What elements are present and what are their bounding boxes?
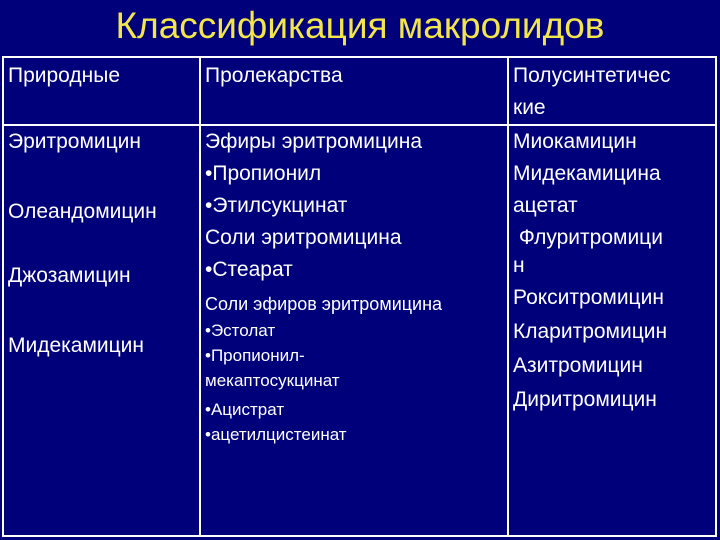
ester-salt-item: •Ацистрат	[205, 400, 285, 419]
ester-salts-list	[205, 290, 442, 447]
ester-item: •Этилсукцинат	[205, 194, 348, 217]
semisynthetic-item: Азитромицин	[513, 354, 643, 377]
header-natural: Природные	[8, 64, 121, 87]
column-divider	[199, 58, 201, 535]
natural-item: Мидекамицин	[8, 334, 145, 357]
natural-item: Джозамицин	[8, 264, 131, 287]
natural-item: Эритромицин	[8, 130, 142, 153]
header-semisynthetic-line2: кие	[513, 96, 546, 119]
header-prodrugs: Пролекарства	[205, 64, 343, 87]
semisynthetic-item: Кларитромицин	[513, 320, 668, 343]
page-title: Классификация макролидов	[115, 5, 605, 46]
ester-salt-item: •Пропионил-	[205, 346, 305, 365]
classification-table	[2, 56, 717, 537]
salt-item: •Стеарат	[205, 258, 293, 281]
semisynthetic-item: Рокситромицин	[513, 286, 664, 309]
semisynthetic-item: Флуритромици	[513, 226, 663, 249]
ester-salt-item: •ацетилцистеинат	[205, 425, 347, 444]
header-semisynthetic-line1: Полусинтетичес	[513, 64, 671, 87]
semisynthetic-item: Миокамицин	[513, 130, 637, 153]
prodrugs-list	[205, 126, 422, 286]
header-semisynthetic	[513, 60, 671, 124]
semisynthetic-item: Мидекамицина	[513, 162, 661, 185]
salts-title: Соли эритромицина	[205, 226, 402, 249]
esters-title: Эфиры эритромицина	[205, 130, 423, 153]
ester-salts-title: Соли эфиров эритромицина	[205, 294, 443, 314]
semisynthetic-list	[513, 126, 667, 416]
natural-item: Олеандомицин	[8, 200, 157, 223]
ester-item: •Пропионил	[205, 162, 322, 185]
ester-salt-item: •Эстолат	[205, 321, 276, 340]
semisynthetic-item: Диритромицин	[513, 388, 657, 411]
ester-salt-item: мекаптосукцинат	[205, 371, 340, 390]
column-divider	[507, 58, 509, 535]
semisynthetic-item: ацетат	[513, 194, 578, 217]
semisynthetic-item: н	[513, 254, 525, 277]
